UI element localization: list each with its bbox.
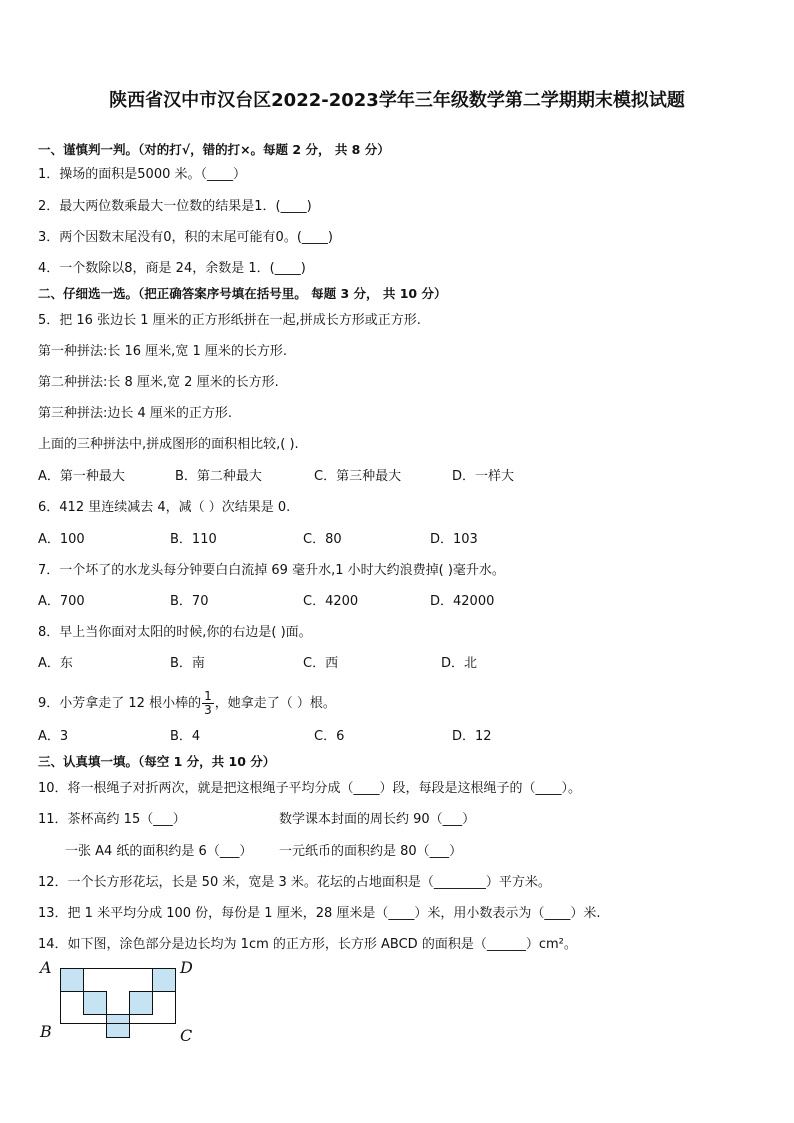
question-11-banknote-area: 一元纸币的面积约是 80（___）: [279, 844, 463, 859]
fraction-denominator: 3: [204, 703, 212, 717]
question-5-option-c: C．第三种最大: [314, 469, 402, 484]
question-5-option-d: D．一样大: [452, 469, 515, 484]
corner-label-d: D: [180, 958, 193, 977]
question-13: 13．把 1 米平均分成 100 份，每份是 1 厘米，28 厘米是（____）米，用小数表示为（____）米.: [38, 906, 601, 921]
page-title: 陕西省汉中市汉台区2022-2023学年三年级数学第二学期期末模拟试题: [109, 90, 685, 111]
question-11-book-perimeter: 数学课本封面的周长约 90（___）: [279, 812, 476, 827]
question-6-option-a: A．100: [38, 532, 85, 547]
question-9-stem: [38, 690, 336, 717]
rectangle-abcd-drawing: [60, 968, 180, 1038]
fraction-one-third: [202, 690, 214, 717]
question-7-option-b: B．70: [170, 594, 209, 609]
question-5-method-1: 第一种拼法:长 16 厘米,宽 1 厘米的长方形.: [38, 344, 287, 359]
question-6-option-b: B．110: [170, 532, 217, 547]
rectangle-abcd-figure: [36, 956, 206, 1046]
question-7-stem: 7．一个坏了的水龙头每分钟要白白流掉 69 毫升水,1 小时大约浪费掉( )毫升水。: [38, 563, 505, 578]
question-4: 4．一个数除以8，商是 24，余数是 1．(____): [38, 261, 306, 276]
question-5-prompt: 上面的三种拼法中,拼成图形的面积相比较,( ).: [38, 437, 299, 452]
shaded-unit-square: [84, 992, 107, 1015]
question-3: 3．两个因数末尾没有0，积的末尾可能有0。(____): [38, 230, 333, 245]
question-5-option-b: B．第二种最大: [175, 469, 262, 484]
shaded-unit-square: [61, 969, 84, 992]
section2-header: 二、仔细选一选。（把正确答案序号填在括号里。 每题 3 分， 共 10 分）: [38, 286, 447, 301]
question-8-option-b: B．南: [170, 656, 205, 671]
corner-label-c: C: [180, 1026, 193, 1045]
fraction-numerator: 1: [204, 689, 212, 703]
section3-header: 三、认真填一填。（每空 1 分，共 10 分）: [38, 754, 276, 769]
shaded-unit-square: [153, 969, 176, 992]
section1-header: 一、谨慎判一判。（对的打√，错的打×。每题 2 分， 共 8 分）: [38, 142, 390, 157]
shaded-unit-square: [107, 1015, 130, 1038]
question-7-option-a: A．700: [38, 594, 85, 609]
question-9-option-d: D．12: [452, 729, 492, 744]
question-10: 10．将一根绳子对折两次，就是把这根绳子平均分成（____）段，每段是这根绳子的（____）。: [38, 781, 582, 796]
question-12: 12．一个长方形花坛，长是 50 米，宽是 3 米。花坛的占地面积是（________）平方米。: [38, 875, 551, 890]
question-6-stem: 6．412 里连续减去 4，减（ ）次结果是 0.: [38, 500, 291, 515]
question-8-option-a: A．东: [38, 656, 73, 671]
question-5-stem: 5．把 16 张边长 1 厘米的正方形纸拼在一起,拼成长方形或正方形.: [38, 313, 421, 328]
question-5-method-3: 第三种拼法:边长 4 厘米的正方形.: [38, 406, 233, 421]
question-6-option-c: C．80: [303, 532, 342, 547]
question-7-option-c: C．4200: [303, 594, 359, 609]
question-1: 1．操场的面积是5000 米。（____）: [38, 167, 246, 182]
question-9-option-a: A．3: [38, 729, 69, 744]
question-11-a4-area: 一张 A4 纸的面积约是 6（___）: [65, 844, 253, 859]
corner-label-b: B: [40, 1022, 52, 1041]
question-14: 14．如下图，涂色部分是边长均为 1cm 的正方形，长方形 ABCD 的面积是（______）cm²。: [38, 937, 577, 952]
shaded-unit-square: [130, 992, 153, 1015]
question-9-text-post: ，她拿走了（ ）根。: [214, 696, 336, 711]
question-9-text-pre: 9．小芳拿走了 12 根小棒的: [38, 696, 202, 711]
shaded-cells-group: [61, 969, 176, 1038]
question-9-option-b: B．4: [170, 729, 201, 744]
question-5-option-a: A．第一种最大: [38, 469, 125, 484]
question-5-method-2: 第二种拼法:长 8 厘米,宽 2 厘米的长方形.: [38, 375, 279, 390]
question-2: 2．最大两位数乘最大一位数的结果是1．(____): [38, 199, 312, 214]
corner-label-a: A: [40, 958, 52, 977]
question-8-option-c: C．西: [303, 656, 339, 671]
question-7-option-d: D．42000: [430, 594, 495, 609]
question-6-option-d: D．103: [430, 532, 478, 547]
question-8-stem: 8．早上当你面对太阳的时候,你的右边是( )面。: [38, 625, 312, 640]
question-9-option-c: C．6: [314, 729, 345, 744]
question-8-option-d: D．北: [441, 656, 478, 671]
question-11-teacup: 11．茶杯高约 15（___）: [38, 812, 186, 827]
